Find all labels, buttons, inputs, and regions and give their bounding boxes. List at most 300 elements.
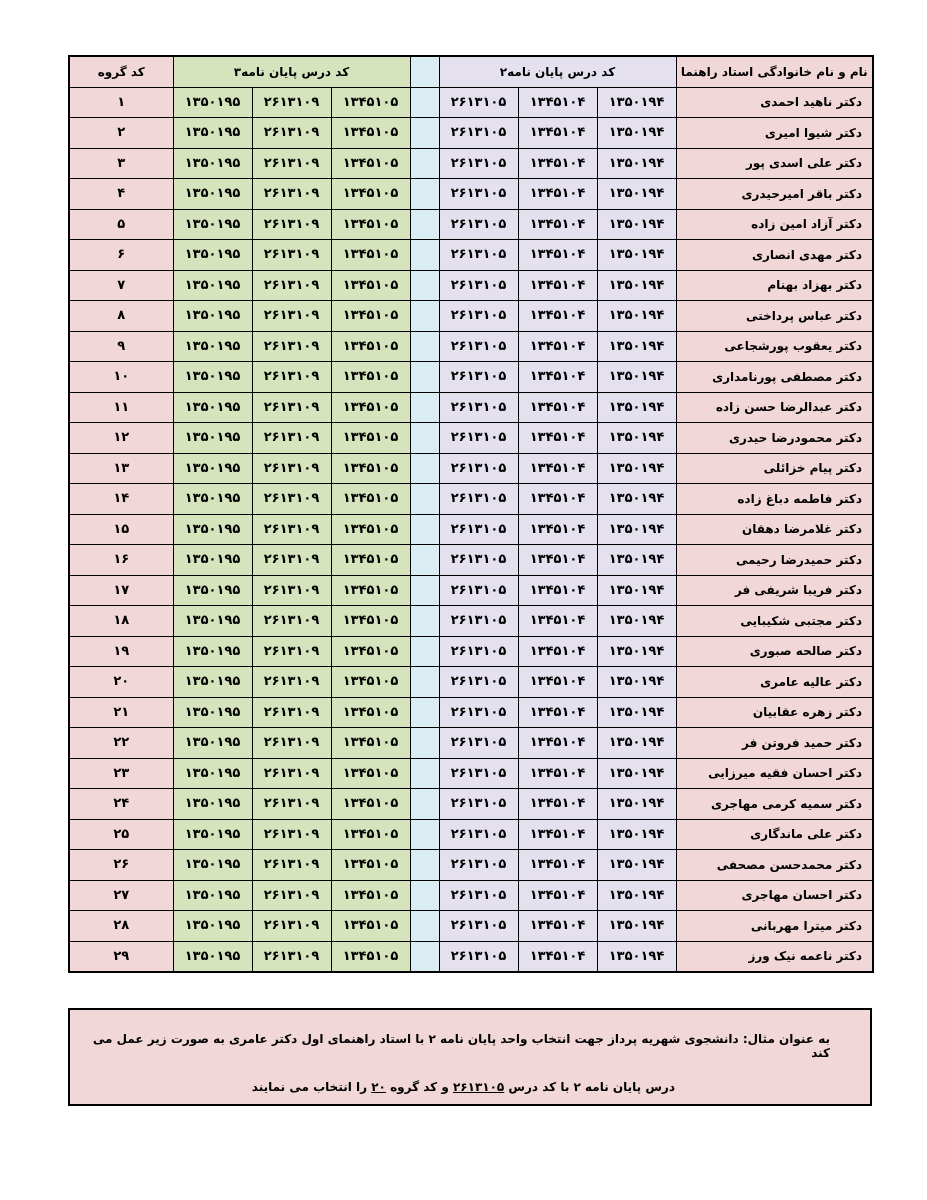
- group-code-cell: ۵: [69, 209, 173, 240]
- table-row: [69, 575, 873, 606]
- thesis3-code-cell: ۲۶۱۳۱۰۹: [252, 484, 331, 515]
- thesis3-code-cell: ۱۳۵۰۱۹۵: [173, 209, 252, 240]
- thesis2-code-cell: ۱۳۵۰۱۹۴: [597, 331, 676, 362]
- table-row: [69, 118, 873, 149]
- table-row: [69, 819, 873, 850]
- thesis2-code-cell: ۱۳۴۵۱۰۴: [518, 880, 597, 911]
- table-row: [69, 148, 873, 179]
- thesis2-code-cell: ۱۳۵۰۱۹۴: [597, 850, 676, 881]
- thesis2-code-cell: ۲۶۱۳۱۰۵: [439, 392, 518, 423]
- separator-cell: [410, 606, 439, 637]
- group-code-cell: ۲۸: [69, 911, 173, 942]
- thesis3-code-cell: ۱۳۵۰۱۹۵: [173, 484, 252, 515]
- thesis2-code-cell: ۱۳۴۵۱۰۴: [518, 270, 597, 301]
- thesis2-code-cell: ۲۶۱۳۱۰۵: [439, 484, 518, 515]
- thesis2-code-cell: ۲۶۱۳۱۰۵: [439, 941, 518, 972]
- thesis3-code-cell: ۱۳۵۰۱۹۵: [173, 789, 252, 820]
- separator-cell: [410, 545, 439, 576]
- advisor-name-cell: دکتر آزاد امین زاده: [676, 209, 873, 240]
- table-row: [69, 484, 873, 515]
- advisor-name-cell: دکتر ناهید احمدی: [676, 87, 873, 118]
- group-code-cell: ۷: [69, 270, 173, 301]
- table-row: [69, 362, 873, 393]
- separator-cell: [410, 179, 439, 210]
- thesis2-code-cell: ۱۳۵۰۱۹۴: [597, 453, 676, 484]
- thesis2-code-cell: ۱۳۵۰۱۹۴: [597, 575, 676, 606]
- thesis2-code-cell: ۱۳۵۰۱۹۴: [597, 148, 676, 179]
- thesis3-code-cell: ۱۳۴۵۱۰۵: [331, 606, 410, 637]
- thesis2-code-cell: ۲۶۱۳۱۰۵: [439, 606, 518, 637]
- thesis2-code-cell: ۲۶۱۳۱۰۵: [439, 636, 518, 667]
- group-code-cell: ۲۹: [69, 941, 173, 972]
- group-code-cell: ۱۸: [69, 606, 173, 637]
- separator-cell: [410, 392, 439, 423]
- thesis2-code-cell: ۱۳۵۰۱۹۴: [597, 697, 676, 728]
- advisor-name-cell: دکتر فاطمه دباغ زاده: [676, 484, 873, 515]
- advisor-name-cell: دکتر علی ماندگاری: [676, 819, 873, 850]
- thesis3-code-cell: ۱۳۴۵۱۰۵: [331, 179, 410, 210]
- table-row: [69, 941, 873, 972]
- advisor-name-cell: دکتر یعقوب پورشجاعی: [676, 331, 873, 362]
- thesis2-code-cell: ۱۳۵۰۱۹۴: [597, 240, 676, 271]
- thesis2-code-cell: ۲۶۱۳۱۰۵: [439, 758, 518, 789]
- separator-cell: [410, 118, 439, 149]
- thesis3-code-cell: ۱۳۵۰۱۹۵: [173, 941, 252, 972]
- thesis3-code-cell: ۱۳۴۵۱۰۵: [331, 392, 410, 423]
- thesis2-code-cell: ۱۳۴۵۱۰۴: [518, 545, 597, 576]
- thesis2-code-cell: ۱۳۵۰۱۹۴: [597, 545, 676, 576]
- thesis2-code-cell: ۱۳۴۵۱۰۴: [518, 179, 597, 210]
- advisor-name-cell: دکتر بهزاد بهنام: [676, 270, 873, 301]
- thesis3-code-cell: ۱۳۴۵۱۰۵: [331, 514, 410, 545]
- thesis3-code-cell: ۱۳۴۵۱۰۵: [331, 850, 410, 881]
- thesis2-code-cell: ۱۳۵۰۱۹۴: [597, 87, 676, 118]
- thesis3-code-cell: ۱۳۵۰۱۹۵: [173, 453, 252, 484]
- group-code-cell: ۱۲: [69, 423, 173, 454]
- separator-cell: [410, 514, 439, 545]
- thesis2-code-cell: ۱۳۴۵۱۰۴: [518, 118, 597, 149]
- group-code-cell: ۲۶: [69, 850, 173, 881]
- thesis3-code-cell: ۲۶۱۳۱۰۹: [252, 606, 331, 637]
- separator-cell: [410, 880, 439, 911]
- advisor-name-cell: دکتر مجتبی شکیبایی: [676, 606, 873, 637]
- thesis3-code-cell: ۲۶۱۳۱۰۹: [252, 331, 331, 362]
- separator-cell: [410, 240, 439, 271]
- thesis3-code-cell: ۱۳۵۰۱۹۵: [173, 545, 252, 576]
- thesis2-code-cell: ۱۳۴۵۱۰۴: [518, 209, 597, 240]
- thesis3-code-cell: ۱۳۴۵۱۰۵: [331, 423, 410, 454]
- separator-cell: [410, 87, 439, 118]
- advisor-name-cell: دکتر فریبا شریفی فر: [676, 575, 873, 606]
- header-group-code: کد گروه: [69, 56, 173, 87]
- separator-cell: [410, 331, 439, 362]
- group-code-cell: ۲۷: [69, 880, 173, 911]
- thesis3-code-cell: ۲۶۱۳۱۰۹: [252, 240, 331, 271]
- thesis2-code-cell: ۱۳۴۵۱۰۴: [518, 606, 597, 637]
- note-text-c: را انتخاب می نمایند: [251, 1080, 372, 1094]
- thesis3-code-cell: ۱۳۵۰۱۹۵: [173, 606, 252, 637]
- thesis3-code-cell: ۱۳۵۰۱۹۵: [173, 575, 252, 606]
- thesis2-code-cell: ۲۶۱۳۱۰۵: [439, 667, 518, 698]
- thesis3-code-cell: ۱۳۴۵۱۰۵: [331, 484, 410, 515]
- thesis2-code-cell: ۲۶۱۳۱۰۵: [439, 179, 518, 210]
- advisor-name-cell: دکتر عبدالرضا حسن زاده: [676, 392, 873, 423]
- thesis2-code-cell: ۱۳۴۵۱۰۴: [518, 87, 597, 118]
- table-row: [69, 270, 873, 301]
- thesis3-code-cell: ۱۳۴۵۱۰۵: [331, 453, 410, 484]
- thesis3-code-cell: ۲۶۱۳۱۰۹: [252, 636, 331, 667]
- advisor-name-cell: دکتر ناعمه نیک ورز: [676, 941, 873, 972]
- group-code-cell: ۴: [69, 179, 173, 210]
- thesis3-code-cell: ۱۳۴۵۱۰۵: [331, 240, 410, 271]
- thesis2-code-cell: ۱۳۵۰۱۹۴: [597, 667, 676, 698]
- thesis2-code-cell: ۱۳۴۵۱۰۴: [518, 453, 597, 484]
- example-note-box: [68, 1008, 872, 1106]
- thesis3-code-cell: ۲۶۱۳۱۰۹: [252, 270, 331, 301]
- separator-cell: [410, 697, 439, 728]
- separator-cell: [410, 270, 439, 301]
- thesis2-code-cell: ۱۳۵۰۱۹۴: [597, 301, 676, 332]
- thesis2-code-cell: ۲۶۱۳۱۰۵: [439, 362, 518, 393]
- group-code-cell: ۳: [69, 148, 173, 179]
- thesis2-code-cell: ۱۳۴۵۱۰۴: [518, 575, 597, 606]
- thesis3-code-cell: ۱۳۵۰۱۹۵: [173, 819, 252, 850]
- thesis3-code-cell: ۲۶۱۳۱۰۹: [252, 423, 331, 454]
- thesis3-code-cell: ۱۳۵۰۱۹۵: [173, 850, 252, 881]
- thesis2-code-cell: ۲۶۱۳۱۰۵: [439, 270, 518, 301]
- thesis2-code-cell: ۲۶۱۳۱۰۵: [439, 789, 518, 820]
- note-group-code: ۲۰: [371, 1080, 386, 1094]
- thesis2-code-cell: ۲۶۱۳۱۰۵: [439, 240, 518, 271]
- table-body: [69, 87, 873, 972]
- thesis2-code-cell: ۱۳۴۵۱۰۴: [518, 514, 597, 545]
- thesis3-code-cell: ۱۳۵۰۱۹۵: [173, 911, 252, 942]
- thesis2-code-cell: ۲۶۱۳۱۰۵: [439, 148, 518, 179]
- thesis3-code-cell: ۲۶۱۳۱۰۹: [252, 850, 331, 881]
- example-note-line-2: [252, 1080, 675, 1094]
- table-row: [69, 545, 873, 576]
- separator-cell: [410, 667, 439, 698]
- advisor-name-cell: دکتر احسان مهاجری: [676, 880, 873, 911]
- header-thesis3-code: کد درس پایان نامه۳: [173, 56, 410, 87]
- thesis2-code-cell: ۲۶۱۳۱۰۵: [439, 850, 518, 881]
- thesis2-code-cell: ۲۶۱۳۱۰۵: [439, 331, 518, 362]
- advisor-name-cell: دکتر عباس پرداختی: [676, 301, 873, 332]
- thesis3-code-cell: ۱۳۴۵۱۰۵: [331, 118, 410, 149]
- thesis2-code-cell: ۲۶۱۳۱۰۵: [439, 545, 518, 576]
- header-thesis2-code: کد درس پایان نامه۲: [439, 56, 676, 87]
- thesis2-code-cell: ۱۳۵۰۱۹۴: [597, 392, 676, 423]
- thesis3-code-cell: ۲۶۱۳۱۰۹: [252, 87, 331, 118]
- table-row: [69, 514, 873, 545]
- separator-cell: [410, 575, 439, 606]
- thesis3-code-cell: ۱۳۵۰۱۹۵: [173, 331, 252, 362]
- thesis3-code-cell: ۲۶۱۳۱۰۹: [252, 575, 331, 606]
- thesis3-code-cell: ۲۶۱۳۱۰۹: [252, 758, 331, 789]
- thesis2-code-cell: ۲۶۱۳۱۰۵: [439, 87, 518, 118]
- table-row: [69, 240, 873, 271]
- thesis2-code-cell: ۱۳۵۰۱۹۴: [597, 911, 676, 942]
- separator-cell: [410, 484, 439, 515]
- thesis2-code-cell: ۲۶۱۳۱۰۵: [439, 118, 518, 149]
- table-row: [69, 453, 873, 484]
- thesis2-code-cell: ۱۳۵۰۱۹۴: [597, 484, 676, 515]
- thesis2-code-cell: ۱۳۴۵۱۰۴: [518, 301, 597, 332]
- advisor-name-cell: دکتر مهدی انصاری: [676, 240, 873, 271]
- advisor-name-cell: دکتر باقر امیرحیدری: [676, 179, 873, 210]
- thesis3-code-cell: ۱۳۴۵۱۰۵: [331, 148, 410, 179]
- thesis2-code-cell: ۱۳۵۰۱۹۴: [597, 179, 676, 210]
- advisor-name-cell: دکتر محمدحسن مصحفی: [676, 850, 873, 881]
- thesis3-code-cell: ۱۳۴۵۱۰۵: [331, 728, 410, 759]
- group-code-cell: ۱۷: [69, 575, 173, 606]
- thesis2-code-cell: ۱۳۴۵۱۰۴: [518, 484, 597, 515]
- thesis2-code-cell: ۱۳۵۰۱۹۴: [597, 758, 676, 789]
- group-code-cell: ۹: [69, 331, 173, 362]
- separator-cell: [410, 148, 439, 179]
- thesis3-code-cell: ۲۶۱۳۱۰۹: [252, 789, 331, 820]
- thesis2-code-cell: ۱۳۴۵۱۰۴: [518, 758, 597, 789]
- thesis2-code-cell: ۱۳۵۰۱۹۴: [597, 606, 676, 637]
- thesis3-code-cell: ۱۳۴۵۱۰۵: [331, 209, 410, 240]
- header-advisor-name: نام و نام خانوادگی استاد راهنما: [676, 56, 873, 87]
- thesis3-code-cell: ۲۶۱۳۱۰۹: [252, 392, 331, 423]
- thesis2-code-cell: ۲۶۱۳۱۰۵: [439, 819, 518, 850]
- table-row: [69, 87, 873, 118]
- advisor-course-code-table: [68, 55, 874, 973]
- thesis2-code-cell: ۱۳۴۵۱۰۴: [518, 728, 597, 759]
- thesis3-code-cell: ۲۶۱۳۱۰۹: [252, 362, 331, 393]
- thesis2-code-cell: ۲۶۱۳۱۰۵: [439, 301, 518, 332]
- thesis3-code-cell: ۲۶۱۳۱۰۹: [252, 819, 331, 850]
- thesis2-code-cell: ۱۳۵۰۱۹۴: [597, 270, 676, 301]
- advisor-name-cell: دکتر زهره عقابیان: [676, 697, 873, 728]
- thesis3-code-cell: ۱۳۴۵۱۰۵: [331, 301, 410, 332]
- thesis3-code-cell: ۲۶۱۳۱۰۹: [252, 179, 331, 210]
- thesis3-code-cell: ۲۶۱۳۱۰۹: [252, 728, 331, 759]
- thesis3-code-cell: ۱۳۴۵۱۰۵: [331, 545, 410, 576]
- thesis3-code-cell: ۲۶۱۳۱۰۹: [252, 118, 331, 149]
- thesis2-code-cell: ۲۶۱۳۱۰۵: [439, 911, 518, 942]
- thesis2-code-cell: ۱۳۴۵۱۰۴: [518, 423, 597, 454]
- thesis3-code-cell: ۱۳۴۵۱۰۵: [331, 697, 410, 728]
- group-code-cell: ۲۲: [69, 728, 173, 759]
- thesis3-code-cell: ۱۳۵۰۱۹۵: [173, 301, 252, 332]
- separator-cell: [410, 911, 439, 942]
- table-row: [69, 423, 873, 454]
- thesis3-code-cell: ۱۳۴۵۱۰۵: [331, 362, 410, 393]
- table-row: [69, 880, 873, 911]
- group-code-cell: ۱۹: [69, 636, 173, 667]
- group-code-cell: ۲۰: [69, 667, 173, 698]
- separator-cell: [410, 453, 439, 484]
- note-text-b: و کد گروه: [385, 1080, 453, 1094]
- thesis3-code-cell: ۱۳۵۰۱۹۵: [173, 697, 252, 728]
- thesis2-code-cell: ۱۳۴۵۱۰۴: [518, 697, 597, 728]
- table-row: [69, 209, 873, 240]
- thesis2-code-cell: ۱۳۵۰۱۹۴: [597, 514, 676, 545]
- thesis3-code-cell: ۲۶۱۳۱۰۹: [252, 453, 331, 484]
- thesis3-code-cell: ۱۳۴۵۱۰۵: [331, 270, 410, 301]
- thesis2-code-cell: ۱۳۴۵۱۰۴: [518, 362, 597, 393]
- advisor-name-cell: دکتر پیام خزائلی: [676, 453, 873, 484]
- thesis2-code-cell: ۲۶۱۳۱۰۵: [439, 209, 518, 240]
- table-row: [69, 758, 873, 789]
- thesis3-code-cell: ۱۳۴۵۱۰۵: [331, 758, 410, 789]
- header-row: [69, 56, 873, 87]
- header-separator: [410, 56, 439, 87]
- table-row: [69, 667, 873, 698]
- table-row: [69, 697, 873, 728]
- advisor-name-cell: دکتر مصطفی پورنامداری: [676, 362, 873, 393]
- thesis3-code-cell: ۱۳۵۰۱۹۵: [173, 728, 252, 759]
- separator-cell: [410, 362, 439, 393]
- advisor-name-cell: دکتر حمیدرضا رحیمی: [676, 545, 873, 576]
- thesis2-code-cell: ۲۶۱۳۱۰۵: [439, 514, 518, 545]
- thesis2-code-cell: ۱۳۵۰۱۹۴: [597, 789, 676, 820]
- advisor-name-cell: دکتر سمیه کرمی مهاجری: [676, 789, 873, 820]
- thesis2-code-cell: ۱۳۴۵۱۰۴: [518, 392, 597, 423]
- thesis2-code-cell: ۱۳۴۵۱۰۴: [518, 789, 597, 820]
- thesis2-code-cell: ۲۶۱۳۱۰۵: [439, 575, 518, 606]
- thesis3-code-cell: ۲۶۱۳۱۰۹: [252, 301, 331, 332]
- thesis2-code-cell: ۱۳۵۰۱۹۴: [597, 880, 676, 911]
- table-row: [69, 789, 873, 820]
- thesis2-code-cell: ۱۳۴۵۱۰۴: [518, 850, 597, 881]
- table-row: [69, 179, 873, 210]
- note-course-code: ۲۶۱۳۱۰۵: [452, 1080, 505, 1094]
- table-row: [69, 301, 873, 332]
- thesis2-code-cell: ۱۳۴۵۱۰۴: [518, 331, 597, 362]
- thesis3-code-cell: ۱۳۴۵۱۰۵: [331, 87, 410, 118]
- thesis3-code-cell: ۱۳۵۰۱۹۵: [173, 758, 252, 789]
- separator-cell: [410, 728, 439, 759]
- thesis2-code-cell: ۱۳۴۵۱۰۴: [518, 148, 597, 179]
- thesis3-code-cell: ۱۳۴۵۱۰۵: [331, 789, 410, 820]
- thesis2-code-cell: ۱۳۵۰۱۹۴: [597, 636, 676, 667]
- advisor-name-cell: دکتر احسان فقیه میرزایی: [676, 758, 873, 789]
- separator-cell: [410, 423, 439, 454]
- thesis2-code-cell: ۲۶۱۳۱۰۵: [439, 880, 518, 911]
- thesis2-code-cell: ۱۳۴۵۱۰۴: [518, 240, 597, 271]
- advisor-name-cell: دکتر حمید فروتن فر: [676, 728, 873, 759]
- thesis3-code-cell: ۱۳۵۰۱۹۵: [173, 880, 252, 911]
- group-code-cell: ۱۵: [69, 514, 173, 545]
- group-code-cell: ۱: [69, 87, 173, 118]
- thesis3-code-cell: ۲۶۱۳۱۰۹: [252, 880, 331, 911]
- thesis3-code-cell: ۲۶۱۳۱۰۹: [252, 941, 331, 972]
- group-code-cell: ۱۴: [69, 484, 173, 515]
- thesis2-code-cell: ۱۳۵۰۱۹۴: [597, 118, 676, 149]
- thesis3-code-cell: ۲۶۱۳۱۰۹: [252, 514, 331, 545]
- group-code-cell: ۲۱: [69, 697, 173, 728]
- thesis2-code-cell: ۱۳۵۰۱۹۴: [597, 209, 676, 240]
- group-code-cell: ۱۳: [69, 453, 173, 484]
- table-row: [69, 636, 873, 667]
- separator-cell: [410, 789, 439, 820]
- group-code-cell: ۱۶: [69, 545, 173, 576]
- group-code-cell: ۱۰: [69, 362, 173, 393]
- separator-cell: [410, 209, 439, 240]
- thesis2-code-cell: ۱۳۴۵۱۰۴: [518, 636, 597, 667]
- table-row: [69, 911, 873, 942]
- group-code-cell: ۲: [69, 118, 173, 149]
- group-code-cell: ۶: [69, 240, 173, 271]
- thesis2-code-cell: ۱۳۵۰۱۹۴: [597, 728, 676, 759]
- thesis3-code-cell: ۱۳۵۰۱۹۵: [173, 148, 252, 179]
- thesis3-code-cell: ۱۳۵۰۱۹۵: [173, 636, 252, 667]
- thesis2-code-cell: ۲۶۱۳۱۰۵: [439, 453, 518, 484]
- thesis3-code-cell: ۱۳۵۰۱۹۵: [173, 514, 252, 545]
- advisor-name-cell: دکتر شیوا امیری: [676, 118, 873, 149]
- table-row: [69, 606, 873, 637]
- advisor-name-cell: دکتر صالحه صبوری: [676, 636, 873, 667]
- thesis3-code-cell: ۱۳۴۵۱۰۵: [331, 880, 410, 911]
- thesis3-code-cell: ۲۶۱۳۱۰۹: [252, 209, 331, 240]
- thesis3-code-cell: ۱۳۴۵۱۰۵: [331, 575, 410, 606]
- group-code-cell: ۱۱: [69, 392, 173, 423]
- thesis3-code-cell: ۱۳۵۰۱۹۵: [173, 240, 252, 271]
- thesis2-code-cell: ۱۳۵۰۱۹۴: [597, 362, 676, 393]
- thesis3-code-cell: ۱۳۴۵۱۰۵: [331, 911, 410, 942]
- advisor-name-cell: دکتر عالیه عامری: [676, 667, 873, 698]
- thesis3-code-cell: ۱۳۴۵۱۰۵: [331, 819, 410, 850]
- example-note-line-1: به عنوان مثال: دانشجوی شهریه پرداز جهت انتخاب واحد پایان نامه ۲ با استاد راهنمای اول دکتر عامری به صورت زیر عمل می کند: [92, 1032, 830, 1060]
- separator-cell: [410, 758, 439, 789]
- separator-cell: [410, 850, 439, 881]
- thesis3-code-cell: ۱۳۵۰۱۹۵: [173, 270, 252, 301]
- thesis3-code-cell: ۲۶۱۳۱۰۹: [252, 911, 331, 942]
- table-row: [69, 392, 873, 423]
- thesis3-code-cell: ۱۳۴۵۱۰۵: [331, 636, 410, 667]
- thesis3-code-cell: ۱۳۵۰۱۹۵: [173, 362, 252, 393]
- thesis3-code-cell: ۱۳۴۵۱۰۵: [331, 667, 410, 698]
- thesis3-code-cell: ۱۳۵۰۱۹۵: [173, 87, 252, 118]
- thesis2-code-cell: ۱۳۴۵۱۰۴: [518, 941, 597, 972]
- separator-cell: [410, 636, 439, 667]
- group-code-cell: ۸: [69, 301, 173, 332]
- thesis3-code-cell: ۱۳۵۰۱۹۵: [173, 179, 252, 210]
- table-row: [69, 728, 873, 759]
- thesis3-code-cell: ۲۶۱۳۱۰۹: [252, 667, 331, 698]
- thesis2-code-cell: ۲۶۱۳۱۰۵: [439, 728, 518, 759]
- thesis3-code-cell: ۲۶۱۳۱۰۹: [252, 697, 331, 728]
- thesis2-code-cell: ۱۳۴۵۱۰۴: [518, 911, 597, 942]
- separator-cell: [410, 301, 439, 332]
- thesis2-code-cell: ۲۶۱۳۱۰۵: [439, 697, 518, 728]
- thesis2-code-cell: ۲۶۱۳۱۰۵: [439, 423, 518, 454]
- thesis3-code-cell: ۱۳۵۰۱۹۵: [173, 423, 252, 454]
- separator-cell: [410, 819, 439, 850]
- advisor-name-cell: دکتر غلامرضا دهقان: [676, 514, 873, 545]
- thesis2-code-cell: ۱۳۵۰۱۹۴: [597, 423, 676, 454]
- group-code-cell: ۲۳: [69, 758, 173, 789]
- thesis2-code-cell: ۱۳۵۰۱۹۴: [597, 941, 676, 972]
- note-text-a: درس پایان نامه ۲ با کد درس: [504, 1080, 675, 1094]
- thesis2-code-cell: ۱۳۴۵۱۰۴: [518, 819, 597, 850]
- advisor-name-cell: دکتر محمودرضا حیدری: [676, 423, 873, 454]
- group-code-cell: ۲۵: [69, 819, 173, 850]
- thesis3-code-cell: ۱۳۴۵۱۰۵: [331, 331, 410, 362]
- thesis3-code-cell: ۱۳۵۰۱۹۵: [173, 118, 252, 149]
- thesis3-code-cell: ۱۳۵۰۱۹۵: [173, 392, 252, 423]
- table-row: [69, 331, 873, 362]
- thesis3-code-cell: ۲۶۱۳۱۰۹: [252, 545, 331, 576]
- advisor-name-cell: دکتر علی اسدی پور: [676, 148, 873, 179]
- group-code-cell: ۲۴: [69, 789, 173, 820]
- advisor-name-cell: دکتر میترا مهربانی: [676, 911, 873, 942]
- thesis2-code-cell: ۱۳۵۰۱۹۴: [597, 819, 676, 850]
